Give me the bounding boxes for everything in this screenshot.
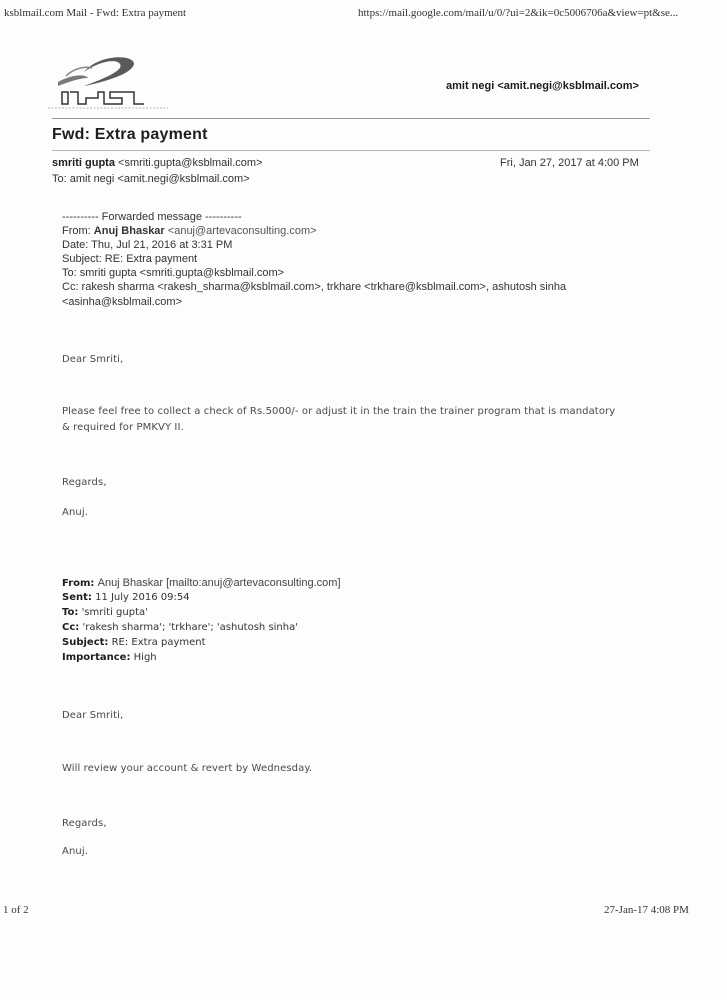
original-importance-label: Importance: <box>62 652 131 663</box>
forward-from <box>62 225 317 238</box>
original-cc <box>62 621 298 635</box>
forward-from-email: <anuj@artevaconsulting.com> <box>167 225 317 237</box>
original-importance-value: High <box>133 652 157 663</box>
reply-body-line1: Please feel free to collect a check of Rs.5000/- or adjust it in the train the trainer program that is mandatory <box>62 406 616 417</box>
forward-date: Date: Thu, Jul 21, 2016 at 3:31 PM <box>62 239 233 251</box>
print-header-title: ksblmail.com Mail - Fwd: Extra payment <box>4 7 187 19</box>
original-signature: Anuj. <box>62 846 88 857</box>
original-greeting: Dear Smriti, <box>62 710 124 721</box>
forward-cc-continued: <asinha@ksblmail.com> <box>62 296 182 308</box>
ksbl-logo <box>44 52 174 110</box>
forward-subject: Subject: RE: Extra payment <box>62 253 198 265</box>
forward-to: To: smriti gupta <smriti.gupta@ksblmail.com> <box>62 267 285 279</box>
print-header-url: https://mail.google.com/mail/u/0/?ui=2&ik=0c5006706a&view=pt&se... <box>358 7 679 19</box>
original-from-value: Anuj Bhaskar [mailto:anuj@artevaconsulting.com] <box>97 577 341 589</box>
sender <box>52 157 262 169</box>
page-number: 1 of 2 <box>3 904 29 916</box>
forward-from-name: Anuj Bhaskar <box>93 225 165 237</box>
forward-cc: Cc: rakesh sharma <rakesh_sharma@ksblmail.com>, trkhare <trkhare@ksblmail.com>, ashutosh sinha <box>62 281 567 293</box>
forward-from-label: From: <box>62 225 91 237</box>
email-subject: Fwd: Extra payment <box>52 126 208 143</box>
original-subject-value: RE: Extra payment <box>111 637 206 648</box>
account-email: amit negi <amit.negi@ksblmail.com> <box>446 80 639 92</box>
original-sent-label: Sent: <box>62 592 92 603</box>
original-from-label: From: <box>62 578 95 589</box>
header-divider <box>52 118 650 119</box>
sender-email: <smriti.gupta@ksblmail.com> <box>118 157 263 169</box>
original-to-label: To: <box>62 607 79 618</box>
original-importance <box>62 651 157 665</box>
sender-name: smriti gupta <box>52 157 115 169</box>
original-sent <box>62 591 190 605</box>
reply-regards: Regards, <box>62 477 107 488</box>
original-from <box>62 576 341 591</box>
original-subject-label: Subject: <box>62 637 109 648</box>
subject-divider <box>52 150 650 151</box>
reply-greeting: Dear Smriti, <box>62 354 124 365</box>
message-date: Fri, Jan 27, 2017 at 4:00 PM <box>500 157 639 169</box>
original-regards: Regards, <box>62 818 107 829</box>
forward-divider: ---------- Forwarded message ---------- <box>62 211 242 223</box>
original-to-value: 'smriti gupta' <box>81 607 148 618</box>
reply-signature: Anuj. <box>62 507 88 518</box>
original-cc-label: Cc: <box>62 622 80 633</box>
original-sent-value: 11 July 2016 09:54 <box>95 592 190 603</box>
original-body: Will review your account & revert by Wednesday. <box>62 763 313 774</box>
reply-body-line2: & required for PMKVY II. <box>62 422 184 433</box>
original-to <box>62 606 148 620</box>
recipient-line: To: amit negi <amit.negi@ksblmail.com> <box>52 173 250 185</box>
print-timestamp: 27-Jan-17 4:08 PM <box>604 904 689 916</box>
original-cc-value: 'rakesh sharma'; 'trkhare'; 'ashutosh sinha' <box>82 622 298 633</box>
original-subject <box>62 636 206 650</box>
